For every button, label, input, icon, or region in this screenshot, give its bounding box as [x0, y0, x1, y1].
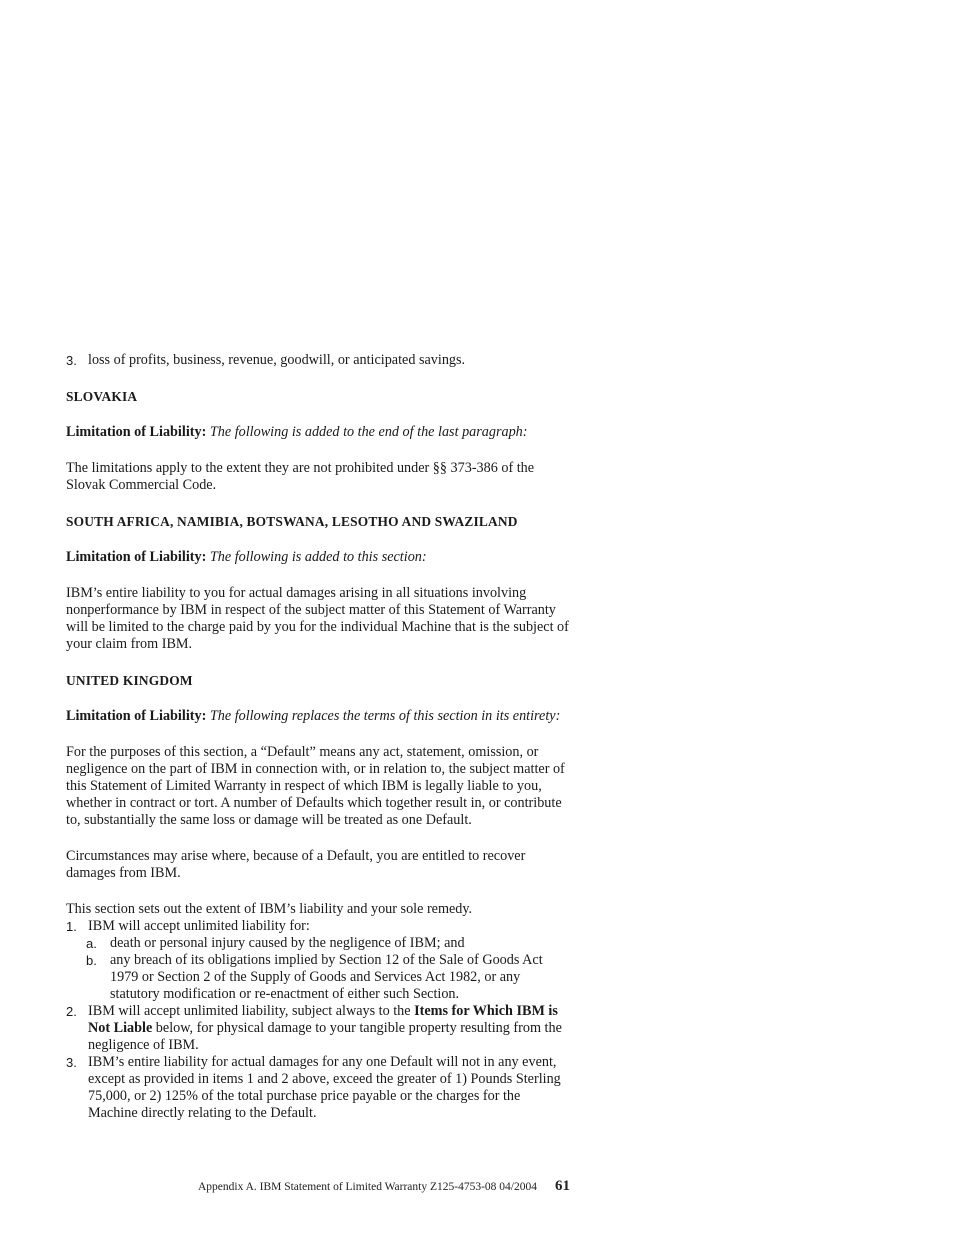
limitation-label: Limitation of Liability: [66, 549, 207, 565]
list-letter: b. [86, 953, 97, 968]
page-footer [0, 1178, 570, 1195]
list-subitem-a [66, 935, 571, 952]
list-item-text: any breach of its obligations implied by Section 12 of the Sale of Goods Act 1979 or Section 2 of the Supply of Goods and Services Act 1982, or any statutory modification or re-enactment of either such Section. [110, 952, 543, 1002]
limitation-label: Limitation of Liability: [66, 708, 207, 724]
list-item-text-after: below, for physical damage to your tangible property resulting from the negligence of IBM. [88, 1020, 562, 1053]
intro-text: The following replaces the terms of this section in its entirety: [209, 708, 561, 724]
list-number: 2. [66, 1004, 77, 1019]
list-item-text: IBM’s entire liability for actual damages for any one Default will not in any event, except as provided in items 1 and 2 above, exceed the greater of 1) Pounds Sterling 75,000, or 2) 125% of the total purchase price payable or the charges for the Machine directly relating to the Default. [88, 1054, 561, 1121]
cross-reference-bold: Items for Which IBM is Not Liable [88, 1003, 558, 1036]
list-subitem-b [66, 952, 571, 1003]
slovakia-body: The limitations apply to the extent they are not prohibited under §§ 373-386 of the Slovak Commercial Code. [66, 460, 535, 493]
heading-south-africa: SOUTH AFRICA, NAMIBIA, BOTSWANA, LESOTHO AND SWAZILAND [66, 514, 518, 529]
list-number: 3. [66, 1055, 77, 1070]
south-africa-body: IBM’s entire liability to you for actual damages arising in all situations involving nonperformance by IBM in respect of the subject matter of this Statement of Warranty will be limited to the charge paid by you for the individual Machine that is the subject of your claim from IBM. [66, 585, 569, 652]
list-item-text: IBM will accept unlimited liability for: [88, 918, 310, 934]
heading-slovakia: SLOVAKIA [66, 389, 138, 404]
page-number: 61 [555, 1178, 570, 1194]
south-africa-liability-intro [66, 549, 571, 566]
intro-text: The following is added to the end of the last paragraph: [209, 424, 528, 440]
list-item-loss-of-profits [66, 352, 571, 369]
uk-sole-remedy: This section sets out the extent of IBM’s liability and your sole remedy. [66, 901, 473, 917]
list-item-text: death or personal injury caused by the negligence of IBM; and [110, 935, 465, 951]
intro-text: The following is added to this section: [209, 549, 427, 565]
footer-text: Appendix A. IBM Statement of Limited Warranty Z125-4753-08 04/2004 [197, 1181, 537, 1193]
list-letter: a. [86, 936, 97, 951]
list-item-1 [66, 918, 571, 935]
heading-united-kingdom: UNITED KINGDOM [66, 673, 193, 688]
list-item-text: loss of profits, business, revenue, goodwill, or anticipated savings. [88, 352, 466, 368]
list-number: 1. [66, 919, 77, 934]
uk-default-definition: For the purposes of this section, a “Default” means any act, statement, omission, or negligence on the part of IBM in connection with, or in relation to, the subject matter of this Statement of Limited Warranty in respect of which IBM is legally liable to you, whether in contract or tort. A number of Defaults which together result in, or contribute to, substantially the same loss or damage will be treated as one Default. [66, 744, 565, 828]
list-item-text-before: IBM will accept unlimited liability, subject always to the [88, 1003, 415, 1019]
uk-liability-intro [66, 708, 571, 725]
list-item-3 [66, 1054, 571, 1122]
limitation-label: Limitation of Liability: [66, 424, 207, 440]
uk-circumstances: Circumstances may arise where, because of a Default, you are entitled to recover damages from IBM. [66, 848, 526, 881]
slovakia-liability-intro [66, 424, 571, 441]
list-item-2 [66, 1003, 571, 1054]
page-content [66, 352, 571, 1122]
list-number: 3. [66, 353, 77, 368]
